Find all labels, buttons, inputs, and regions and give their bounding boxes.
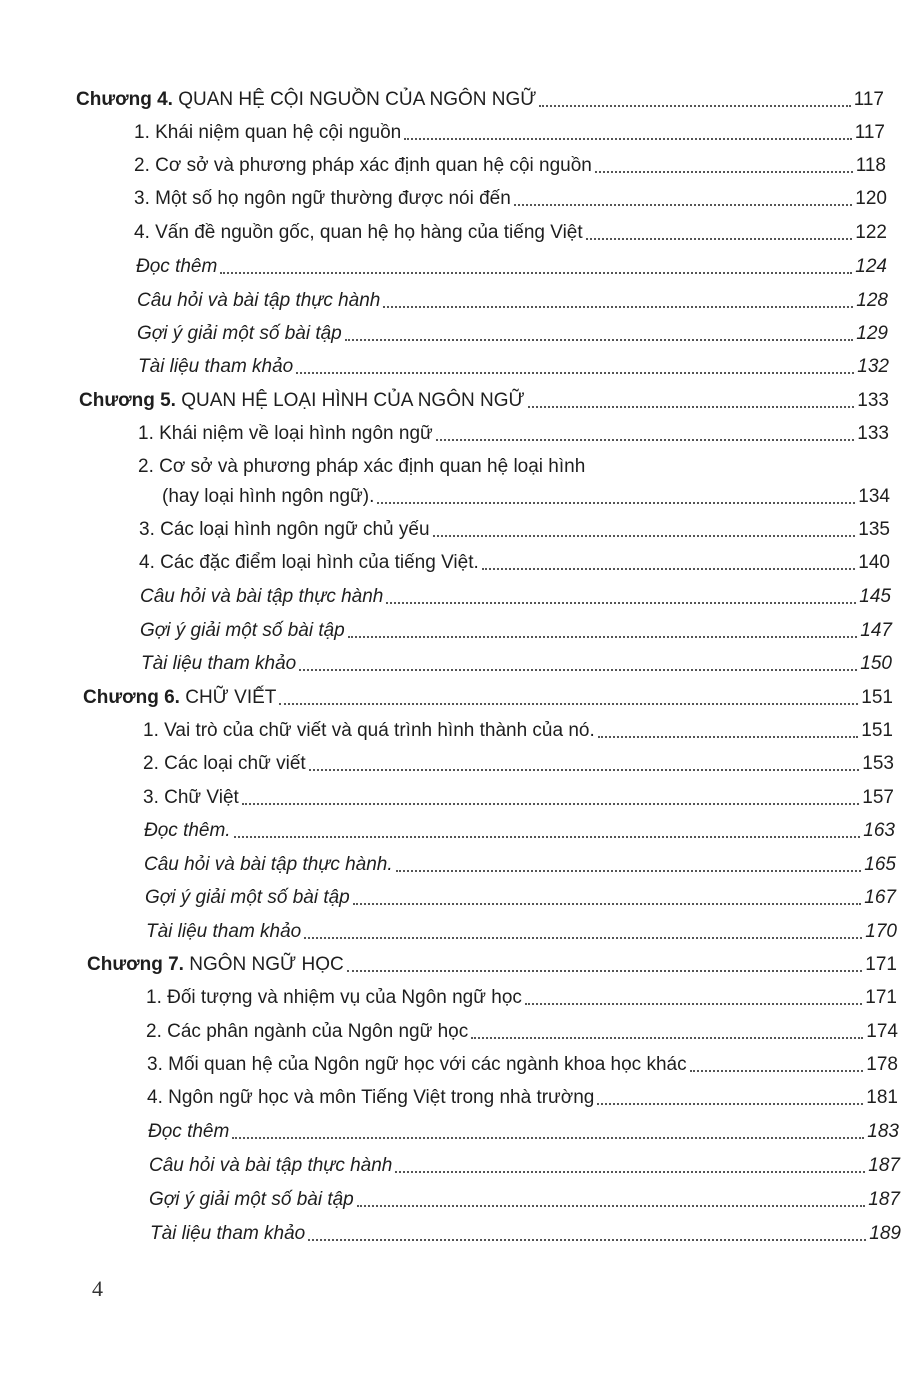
- toc-item[interactable]: [149, 1146, 900, 1178]
- dot-leader: [304, 936, 862, 939]
- dot-leader: [309, 768, 860, 771]
- dot-leader: [471, 1036, 863, 1039]
- chapter-heading: [83, 686, 276, 710]
- toc-item[interactable]: [143, 778, 894, 810]
- dot-leader: [357, 1204, 866, 1207]
- item-title: 2. Cơ sở và phương pháp xác định quan hệ cội nguồn: [134, 155, 592, 176]
- page-number: 157: [862, 787, 894, 808]
- chapter-label: Chương 7.: [87, 954, 184, 975]
- page-number: 124: [855, 256, 887, 277]
- toc-item[interactable]: [139, 510, 890, 542]
- page-number: 132: [857, 356, 889, 377]
- dot-leader: [690, 1069, 864, 1072]
- dot-leader: [348, 635, 858, 638]
- page-number: 122: [855, 222, 887, 243]
- page-number: 151: [861, 687, 893, 708]
- item-title: 3. Các loại hình ngôn ngữ chủ yếu: [139, 519, 430, 540]
- dot-leader: [404, 137, 851, 140]
- toc-item[interactable]: [141, 644, 892, 676]
- item-title: Câu hỏi và bài tập thực hành: [149, 1155, 393, 1176]
- page-number: 150: [860, 653, 892, 674]
- item-title: 1. Đối tượng và nhiệm vụ của Ngôn ngữ học: [146, 987, 522, 1008]
- chapter-title: QUAN HỆ LOẠI HÌNH CỦA NGÔN NGỮ: [181, 390, 525, 411]
- item-title: 2. Các phân ngành của Ngôn ngữ học: [146, 1021, 469, 1042]
- item-title: Tài liệu tham khảo: [141, 653, 297, 674]
- item-title: 4. Các đặc điểm loại hình của tiếng Việt.: [139, 552, 479, 573]
- toc-item[interactable]: [137, 314, 888, 346]
- chapter-heading: [87, 953, 344, 977]
- page-number: 140: [858, 552, 890, 573]
- toc-item[interactable]: [162, 477, 890, 509]
- item-title: (hay loại hình ngôn ngữ).: [162, 486, 375, 507]
- item-title: Gợi ý giải một số bài tập: [140, 620, 345, 641]
- chapter-label: Chương 4.: [76, 89, 173, 110]
- item-title: Câu hỏi và bài tập thực hành.: [144, 854, 393, 875]
- page-number: 165: [864, 854, 896, 875]
- dot-leader: [395, 1170, 865, 1173]
- page-number: 135: [858, 519, 890, 540]
- chapter-title: CHỮ VIẾT: [185, 687, 277, 708]
- footer-page-number: 4: [92, 1276, 103, 1301]
- item-title: Câu hỏi và bài tập thực hành: [137, 290, 381, 311]
- item-title: 4. Ngôn ngữ học và môn Tiếng Việt trong nhà trường: [147, 1087, 595, 1108]
- toc-item[interactable]: [146, 978, 897, 1010]
- page-number: 151: [861, 720, 893, 741]
- page-number: 133: [857, 423, 889, 444]
- toc-item[interactable]: [143, 711, 893, 743]
- dot-leader: [586, 237, 853, 240]
- dot-leader: [353, 902, 862, 905]
- page-number: 170: [865, 921, 897, 942]
- item-title: Tài liệu tham khảo: [138, 356, 294, 377]
- item-title: 2. Các loại chữ viết: [143, 753, 306, 774]
- dot-leader: [232, 1136, 864, 1139]
- toc-item[interactable]: [145, 878, 896, 910]
- toc-item[interactable]: [146, 912, 897, 944]
- toc-item[interactable]: [136, 247, 887, 279]
- toc-chapter-4[interactable]: [76, 80, 884, 112]
- item-title: Gợi ý giải một số bài tập: [137, 323, 342, 344]
- page-number: 171: [865, 987, 897, 1008]
- toc-chapter-6[interactable]: [83, 678, 893, 710]
- item-title: 2. Cơ sở và phương pháp xác định quan hệ loại hình: [138, 456, 586, 477]
- dot-leader: [383, 305, 853, 308]
- toc-item[interactable]: [138, 347, 889, 379]
- page-number: 117: [854, 122, 885, 143]
- chapter-heading: [79, 389, 525, 413]
- page-number: 174: [866, 1021, 898, 1042]
- item-title: Đọc thêm.: [144, 820, 231, 841]
- item-title: Gợi ý giải một số bài tập: [145, 887, 350, 908]
- toc-item[interactable]: [134, 146, 886, 178]
- page-number: 163: [863, 820, 895, 841]
- page-number: 183: [867, 1121, 899, 1142]
- dot-leader: [595, 170, 853, 173]
- dot-leader: [347, 969, 863, 972]
- page-number: 133: [857, 390, 889, 411]
- chapter-title: QUAN HỆ CỘI NGUỒN CỦA NGÔN NGỮ: [178, 89, 537, 110]
- dot-leader: [234, 835, 861, 838]
- page-number: 147: [860, 620, 892, 641]
- item-title: 1. Vai trò của chữ viết và quá trình hình thành của nó.: [143, 720, 595, 741]
- dot-leader: [597, 1102, 863, 1105]
- dot-leader: [279, 702, 858, 705]
- dot-leader: [345, 338, 854, 341]
- dot-leader: [482, 567, 856, 570]
- dot-leader: [598, 735, 859, 738]
- dot-leader: [528, 405, 855, 408]
- page-number: 120: [855, 188, 887, 209]
- chapter-label: Chương 5.: [79, 390, 176, 411]
- toc-item[interactable]: [143, 744, 894, 776]
- toc-item[interactable]: [150, 1214, 901, 1246]
- toc-item[interactable]: [144, 845, 896, 877]
- page-number: 181: [866, 1087, 898, 1108]
- item-title: Gợi ý giải một số bài tập: [149, 1189, 354, 1210]
- dot-leader: [296, 371, 854, 374]
- item-title: Đọc thêm: [148, 1121, 230, 1142]
- dot-leader: [242, 802, 859, 805]
- page-number: 145: [859, 586, 891, 607]
- page-number: 187: [868, 1189, 900, 1210]
- page-number: 167: [864, 887, 896, 908]
- page-number: 189: [869, 1223, 901, 1244]
- dot-leader: [299, 668, 857, 671]
- page-number: 187: [868, 1155, 900, 1176]
- toc-item[interactable]: [134, 213, 887, 245]
- toc-item[interactable]: [146, 1012, 898, 1044]
- toc-item[interactable]: [148, 1112, 899, 1144]
- item-title: 4. Vấn đề nguồn gốc, quan hệ họ hàng của tiếng Việt: [134, 222, 583, 243]
- item-title: 3. Chữ Việt: [143, 787, 239, 808]
- chapter-title: NGÔN NGỮ HỌC: [189, 954, 344, 975]
- chapter-label: Chương 6.: [83, 687, 180, 708]
- toc-item[interactable]: [137, 281, 888, 313]
- chapter-heading: [76, 88, 536, 112]
- toc-item[interactable]: [139, 543, 890, 575]
- page-number: 128: [856, 290, 888, 311]
- page-number: 134: [858, 486, 890, 507]
- toc-item-first-line[interactable]: [138, 447, 738, 479]
- item-title: Câu hỏi và bài tập thực hành: [140, 586, 384, 607]
- dot-leader: [386, 601, 856, 604]
- toc-item[interactable]: [138, 414, 889, 446]
- dot-leader: [436, 438, 855, 441]
- toc-item[interactable]: [144, 811, 895, 843]
- page-number: 118: [855, 155, 886, 176]
- item-title: 3. Mối quan hệ của Ngôn ngữ học với các ngành khoa học khác: [147, 1054, 687, 1075]
- page-number: 117: [853, 89, 884, 110]
- toc-item[interactable]: [147, 1078, 898, 1110]
- toc-item[interactable]: [149, 1180, 900, 1212]
- toc-item[interactable]: [140, 611, 892, 643]
- dot-leader: [308, 1238, 866, 1241]
- dot-leader: [396, 869, 862, 872]
- toc-item[interactable]: [134, 113, 885, 145]
- dot-leader: [525, 1002, 862, 1005]
- toc-item[interactable]: [134, 179, 887, 211]
- item-title: Tài liệu tham khảo: [150, 1223, 306, 1244]
- page-number: 178: [866, 1054, 898, 1075]
- page-number: 171: [865, 954, 897, 975]
- item-title: 1. Khái niệm quan hệ cội nguồn: [134, 122, 402, 143]
- dot-leader: [220, 271, 852, 274]
- dot-leader: [377, 501, 855, 504]
- item-title: 1. Khái niệm về loại hình ngôn ngữ: [138, 423, 433, 444]
- dot-leader: [539, 104, 850, 107]
- page-number: 153: [862, 753, 894, 774]
- dot-leader: [433, 534, 856, 537]
- toc-item[interactable]: [140, 577, 891, 609]
- dot-leader: [514, 203, 852, 206]
- toc-chapter-5[interactable]: [79, 381, 889, 413]
- toc-item[interactable]: [147, 1045, 898, 1077]
- toc-chapter-7[interactable]: [87, 945, 897, 977]
- item-title: Tài liệu tham khảo: [146, 921, 302, 942]
- page-number: 129: [856, 323, 888, 344]
- item-title: 3. Một số họ ngôn ngữ thường được nói đến: [134, 188, 511, 209]
- item-title: Đọc thêm: [136, 256, 218, 277]
